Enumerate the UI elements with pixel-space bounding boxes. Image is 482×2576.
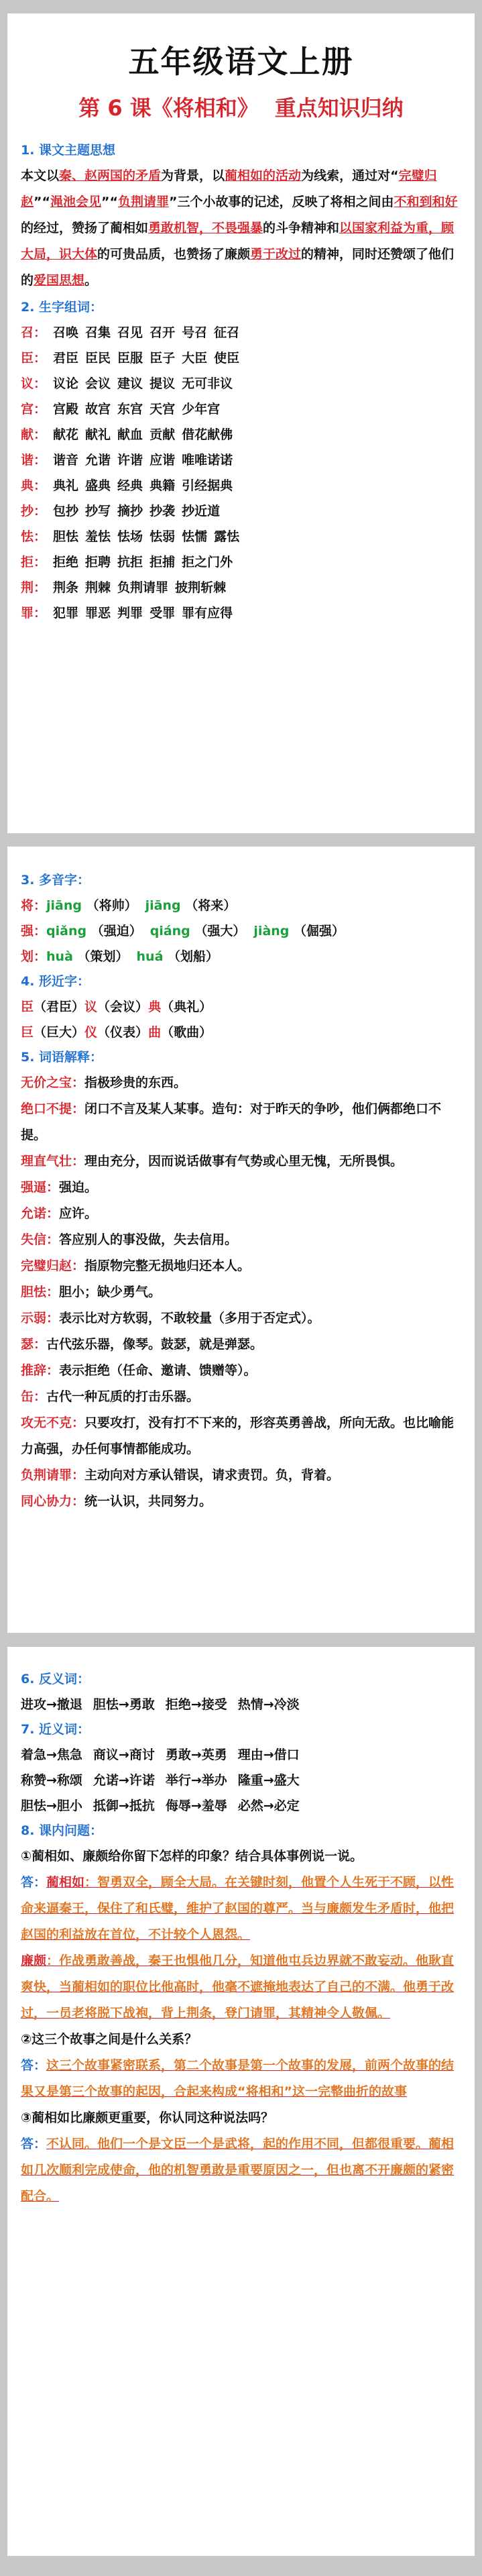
vocab-word: 召唤 — [53, 325, 79, 340]
answer-1b — [21, 1948, 461, 2027]
vocab-char: 荆： — [21, 580, 47, 595]
vocab-word: 东宫 — [117, 402, 143, 417]
polyphone-word: （倔强） — [294, 924, 345, 938]
definition-text: 闭口不言及某人某事。造句：对于昨天的争吵，他们俩都绝口不提。 — [21, 1102, 442, 1142]
pinyin: huá — [136, 949, 168, 964]
definition-item — [21, 1305, 461, 1332]
section-heading-similar: 4. 形近字： — [21, 974, 91, 989]
answer-1 — [21, 1870, 461, 1948]
vocab-row — [21, 600, 461, 626]
definition-term: 胆怯： — [21, 1285, 60, 1299]
vocab-word: 抄写 — [85, 504, 111, 519]
vocab-row — [21, 498, 461, 524]
definition-term: 攻无不克： — [21, 1415, 85, 1430]
definition-term: 瑟： — [21, 1337, 47, 1352]
vocab-char: 谐： — [21, 453, 47, 468]
vocab-row — [21, 320, 461, 345]
definition-item — [21, 1489, 461, 1515]
antonym-pair: 热情→冷淡 — [237, 1697, 300, 1712]
vocab-word: 召开 — [149, 325, 176, 340]
polyphone-word: （划船） — [168, 949, 219, 964]
vocab-word: 提议 — [149, 376, 176, 391]
vocab-word: 征召 — [214, 325, 240, 340]
vocab-word: 拒聘 — [85, 555, 111, 570]
answer-3 — [21, 2131, 461, 2210]
definition-item — [21, 1148, 461, 1175]
card-questions — [7, 1647, 475, 2556]
theme-highlight: 勇敢机智，不畏强暴 — [148, 221, 263, 235]
vocab-word: 议论 — [53, 376, 79, 391]
vocab-word: 大臣 — [182, 351, 208, 366]
polyphone-char: 划： — [21, 949, 47, 964]
vocab-char: 拒： — [21, 555, 47, 570]
synonym-pair: 勇敢→英勇 — [165, 1748, 227, 1762]
vocab-word: 胆怯 — [53, 529, 79, 544]
card-summary — [7, 13, 475, 833]
pinyin: qiáng — [149, 924, 195, 938]
vocab-word: 故宫 — [85, 402, 111, 417]
similar-char: 臣 — [21, 1000, 34, 1014]
vocab-char: 抄： — [21, 504, 47, 519]
definition-item — [21, 1332, 461, 1358]
card-words — [7, 847, 475, 1633]
definition-text: 主动向对方承认错误，请求责罚。负，背着。 — [84, 1468, 340, 1483]
definition-item — [21, 1070, 461, 1096]
vocab-char: 召： — [21, 325, 47, 340]
similar-word: （会议） — [97, 1000, 149, 1014]
answer-1b-text: ：作战勇敢善战，秦王也惧他几分，知道他屯兵边界就不敢妄动。他耿直爽快，当蔺相如的职位比他高时，他毫不遮掩地表达了自己的不满。他勇于改过，一员老将脱下战袍，背上荆条，登门请罪，其精神令人敬佩。 — [21, 1953, 455, 2021]
similar-word: （仪表） — [97, 1025, 149, 1040]
definition-list — [21, 1070, 461, 1515]
vocab-word: 天宫 — [149, 402, 176, 417]
similar-word: （君臣） — [34, 1000, 85, 1014]
vocab-list — [21, 320, 461, 626]
similar-char: 仪 — [84, 1025, 98, 1040]
vocab-word: 唯唯诺诺 — [182, 453, 233, 468]
vocab-word: 包抄 — [53, 504, 79, 519]
polyphone-row — [21, 944, 461, 969]
subtitle-lesson: 第 6 课《将相和》 — [78, 95, 259, 121]
synonym-row — [21, 1742, 461, 1768]
vocab-word: 少年宫 — [182, 402, 221, 417]
definition-item — [21, 1384, 461, 1410]
definition-term: 允诺： — [21, 1206, 60, 1221]
definition-term: 示弱： — [21, 1311, 60, 1326]
vocab-word: 会议 — [85, 376, 111, 391]
theme-highlight: 蔺相如的活动 — [225, 168, 302, 183]
theme-highlight: 负荆请罪 — [118, 195, 170, 209]
vocab-word: 怯懦 — [182, 529, 208, 544]
vocab-word: 判罪 — [117, 606, 143, 621]
similar-char: 曲 — [148, 1025, 162, 1040]
vocab-row — [21, 371, 461, 396]
polyphone-row — [21, 893, 461, 918]
theme-highlight: 秦、赵两国的矛盾 — [59, 168, 162, 183]
definition-term: 强逼： — [21, 1180, 60, 1195]
pinyin: jiāng — [145, 898, 186, 913]
page-subtitle — [21, 91, 461, 138]
definition-term: 失信： — [21, 1232, 60, 1247]
definition-term: 负荆请罪： — [21, 1468, 85, 1483]
similar-word: （巨大） — [34, 1025, 85, 1040]
pinyin: jiàng — [253, 924, 294, 938]
definition-text: 表示拒绝（任命、邀请、馈赠等）。 — [59, 1363, 257, 1378]
answer-2-text: 这三个故事紧密联系，第二个故事是第一个故事的发展，前两个故事的结果又是第三个故事的起因，合起来构成“将相和”这一完整曲折的故事 — [21, 2058, 455, 2099]
definition-text: 表示比对方软弱，不敢较量（多用于否定式）。 — [59, 1311, 320, 1326]
definition-text: 理由充分，因而说话做事有气势或心里无愧，无所畏惧。 — [84, 1154, 404, 1169]
polyphone-list — [21, 893, 461, 969]
theme-highlight: 不和到和好 — [394, 195, 458, 209]
vocab-word: 引经据典 — [182, 478, 233, 493]
vocab-word: 借花献佛 — [182, 427, 233, 442]
answer-3-text: 不认同。他们一个是文臣一个是武将，起的作用不同，但都很重要。蔺相如几次顺利完成使命，他的机智勇敢是重要原因之一，但也离不开廉颇的紧密配合。 — [21, 2137, 455, 2204]
definition-text: 指极珍贵的东西。 — [84, 1075, 187, 1090]
definition-term: 无价之宝： — [21, 1075, 85, 1090]
vocab-word: 抄近道 — [182, 504, 221, 519]
definition-item — [21, 1227, 461, 1253]
pinyin: jiāng — [46, 898, 86, 913]
vocab-char: 宫： — [21, 402, 47, 417]
answer-label: 答： — [21, 2058, 47, 2073]
definition-term: 完璧归赵： — [21, 1258, 85, 1273]
theme-text: 为线索，通过对“ — [301, 168, 399, 183]
vocab-word: 怯弱 — [149, 529, 176, 544]
section-heading-vocab: 2. 生字组词： — [21, 300, 103, 315]
synonym-pair: 称赞→称颂 — [21, 1773, 82, 1788]
similar-row — [21, 994, 461, 1020]
definition-text: 只要攻打，没有打不下来的，形容英勇善战，所向无敌。也比喻能力高强，办任何事情都能成功。 — [21, 1415, 455, 1456]
vocab-word: 召见 — [117, 325, 143, 340]
antonym-row — [21, 1692, 461, 1717]
synonym-pair: 举行→举办 — [165, 1773, 227, 1788]
theme-text: 的精神，同时还赞颂了他们的 — [21, 247, 455, 288]
vocab-word: 罪有应得 — [182, 606, 233, 621]
vocab-word: 罪恶 — [85, 606, 111, 621]
definition-text: 古代弦乐器，像琴。鼓瑟，就是弹瑟。 — [46, 1337, 263, 1352]
subtitle-focus: 重点知识归纳 — [274, 95, 404, 121]
definition-item — [21, 1358, 461, 1384]
vocab-word: 召集 — [85, 325, 111, 340]
vocab-word: 谐音 — [53, 453, 79, 468]
answer-label: 答： — [21, 2137, 47, 2151]
definition-term: 绝口不提： — [21, 1102, 85, 1116]
synonym-pair: 允诺→许诺 — [93, 1773, 155, 1788]
question-1: ①蔺相如、廉颇给你留下怎样的印象？结合具体事例说一说。 — [21, 1849, 363, 1864]
definition-item — [21, 1410, 461, 1462]
vocab-row — [21, 549, 461, 575]
vocab-row — [21, 447, 461, 473]
theme-highlight: 渑池会见 — [50, 195, 102, 209]
definition-item — [21, 1175, 461, 1201]
vocab-word: 宫殿 — [53, 402, 79, 417]
vocab-word: 献礼 — [85, 427, 111, 442]
vocab-char: 臣： — [21, 351, 47, 366]
polyphone-word: （策划） — [77, 949, 129, 964]
definition-term: 同心协力： — [21, 1494, 85, 1509]
theme-text: 本文以 — [21, 168, 60, 183]
similar-char-list — [21, 994, 461, 1045]
answer-1b-name: 廉颇 — [21, 1953, 47, 1968]
definition-item — [21, 1096, 461, 1148]
polyphone-word: （将帅） — [86, 898, 137, 913]
theme-highlight: 爱国思想 — [34, 273, 85, 288]
page-title: 五年级语文上册 — [128, 44, 354, 80]
vocab-word: 荆条 — [53, 580, 79, 595]
vocab-row — [21, 396, 461, 422]
vocab-word: 臣民 — [85, 351, 111, 366]
vocab-word: 君臣 — [53, 351, 79, 366]
vocab-word: 拒绝 — [53, 555, 79, 570]
definition-item — [21, 1201, 461, 1227]
vocab-word: 臣子 — [149, 351, 176, 366]
polyphone-word: （强大） — [194, 924, 246, 938]
section-heading-theme: 1. 课文主题思想 — [21, 143, 116, 158]
vocab-word: 拒捕 — [149, 555, 176, 570]
vocab-word: 献花 — [53, 427, 79, 442]
polyphone-char: 将： — [21, 898, 47, 913]
definition-term: 缶： — [21, 1389, 47, 1404]
vocab-word: 荆棘 — [85, 580, 111, 595]
synonym-pair: 着急→焦急 — [21, 1748, 82, 1762]
theme-highlight: 以国家利益为重，顾大局，识大体 — [21, 221, 455, 262]
similar-char: 典 — [148, 1000, 162, 1014]
similar-char: 议 — [84, 1000, 98, 1014]
answer-2 — [21, 2053, 461, 2105]
vocab-word: 应谐 — [149, 453, 176, 468]
pinyin: huà — [46, 949, 78, 964]
vocab-word: 允谐 — [85, 453, 111, 468]
similar-word: （典礼） — [161, 1000, 213, 1014]
definition-term: 推辞： — [21, 1363, 60, 1378]
synonym-row — [21, 1768, 461, 1793]
polyphone-word: （强迫） — [91, 924, 142, 938]
definition-term: 理直气壮： — [21, 1154, 85, 1169]
vocab-row — [21, 575, 461, 600]
synonym-pair: 胆怯→胆小 — [21, 1799, 82, 1813]
theme-text: ”三个小故事的记述，反映了将相之间由 — [169, 195, 394, 209]
vocab-word: 摘抄 — [117, 504, 143, 519]
vocab-word: 贡献 — [149, 427, 176, 442]
synonym-row — [21, 1793, 461, 1819]
vocab-row — [21, 473, 461, 498]
vocab-word: 怯场 — [117, 529, 143, 544]
definition-text: 强迫。 — [59, 1180, 98, 1195]
definition-item — [21, 1253, 461, 1279]
synonym-pair: 侮辱→羞辱 — [165, 1799, 227, 1813]
synonym-pair: 隆重→盛大 — [237, 1773, 300, 1788]
polyphone-row — [21, 918, 461, 944]
vocab-word: 建议 — [117, 376, 143, 391]
vocab-word: 犯罪 — [53, 606, 79, 621]
theme-text: ”“ — [34, 195, 50, 209]
vocab-word: 抄袭 — [149, 504, 176, 519]
vocab-char: 怯： — [21, 529, 47, 544]
similar-word: （歌曲） — [161, 1025, 213, 1040]
theme-text: 的可贵品质，也赞扬了廉颇 — [97, 247, 251, 262]
vocab-char: 罪： — [21, 606, 47, 621]
vocab-char: 议： — [21, 376, 47, 391]
vocab-word: 许谐 — [117, 453, 143, 468]
antonym-pair: 进攻→撤退 — [21, 1697, 82, 1712]
section-heading-definitions: 5. 词语解释： — [21, 1050, 103, 1065]
synonym-pair: 抵御→抵抗 — [93, 1799, 155, 1813]
definition-item — [21, 1279, 461, 1305]
theme-highlight: 完璧归赵 — [21, 168, 437, 209]
antonym-pair: 拒绝→接受 — [165, 1697, 227, 1712]
answer-1-text: ：智勇双全，顾全大局。在关键时刻，他置个人生死于不顾，以性命来逼秦王，保住了和氏璧，维护了赵国的尊严。当与廉颇发生矛盾时，他把赵国的利益放在首位，不计较个人恩怨。 — [21, 1875, 455, 1942]
theme-text: ”“ — [101, 195, 118, 209]
vocab-char: 献： — [21, 427, 47, 442]
theme-text: 的经过，赞扬了蔺相如 — [21, 221, 149, 235]
theme-text: 为背景，以 — [161, 168, 225, 183]
definition-text: 指原物完整无损地归还本人。 — [84, 1258, 251, 1273]
similar-char: 巨 — [21, 1025, 34, 1040]
polyphone-char: 强： — [21, 924, 47, 938]
synonym-pair: 必然→必定 — [237, 1799, 300, 1813]
theme-paragraph — [21, 163, 461, 294]
vocab-word: 露怯 — [214, 529, 240, 544]
theme-highlight: 勇于改过 — [250, 247, 302, 262]
antonym-pair: 胆怯→勇敢 — [93, 1697, 155, 1712]
question-3: ③蔺相如比廉颇更重要，你认同这种说法吗？ — [21, 2110, 274, 2125]
definition-item — [21, 1462, 461, 1489]
answer-1-name: 蔺相如 — [46, 1875, 85, 1890]
synonym-pair: 商议→商讨 — [93, 1748, 155, 1762]
vocab-row — [21, 524, 461, 549]
section-heading-synonyms: 7. 近义词： — [21, 1722, 91, 1737]
vocab-word: 臣服 — [117, 351, 143, 366]
vocab-word: 无可非议 — [182, 376, 233, 391]
similar-row — [21, 1020, 461, 1045]
vocab-word: 盛典 — [85, 478, 111, 493]
vocab-word: 献血 — [117, 427, 143, 442]
definition-text: 统一认识，共同努力。 — [84, 1494, 213, 1509]
vocab-row — [21, 345, 461, 371]
vocab-word: 经典 — [117, 478, 143, 493]
answer-label: 答： — [21, 1875, 47, 1890]
pinyin: qiǎng — [46, 924, 91, 938]
vocab-word: 号召 — [182, 325, 208, 340]
vocab-word: 抗拒 — [117, 555, 143, 570]
section-heading-polyphone: 3. 多音字： — [21, 873, 91, 888]
question-2: ②这三个故事之间是什么关系？ — [21, 2032, 198, 2047]
vocab-word: 披荆斩棘 — [175, 580, 227, 595]
vocab-char: 典： — [21, 478, 47, 493]
definition-text: 胆小；缺少勇气。 — [59, 1285, 162, 1299]
vocab-word: 羞怯 — [85, 529, 111, 544]
definition-text: 答应别人的事没做，失去信用。 — [59, 1232, 238, 1247]
section-heading-antonyms: 6. 反义词： — [21, 1672, 91, 1686]
theme-text: 的斗争精神和 — [263, 221, 340, 235]
polyphone-word: （将来） — [185, 898, 237, 913]
vocab-word: 拒之门外 — [182, 555, 233, 570]
vocab-word: 典礼 — [53, 478, 79, 493]
vocab-row — [21, 422, 461, 447]
definition-text: 应许。 — [59, 1206, 98, 1221]
vocab-word: 使臣 — [214, 351, 240, 366]
synonym-pair: 理由→借口 — [237, 1748, 300, 1762]
section-heading-questions: 8. 课内问题： — [21, 1823, 103, 1838]
vocab-word: 典籍 — [149, 478, 176, 493]
vocab-word: 负荆请罪 — [117, 580, 169, 595]
theme-text: 。 — [84, 273, 98, 288]
definition-text: 古代一种瓦质的打击乐器。 — [46, 1389, 200, 1404]
vocab-word: 受罪 — [149, 606, 176, 621]
